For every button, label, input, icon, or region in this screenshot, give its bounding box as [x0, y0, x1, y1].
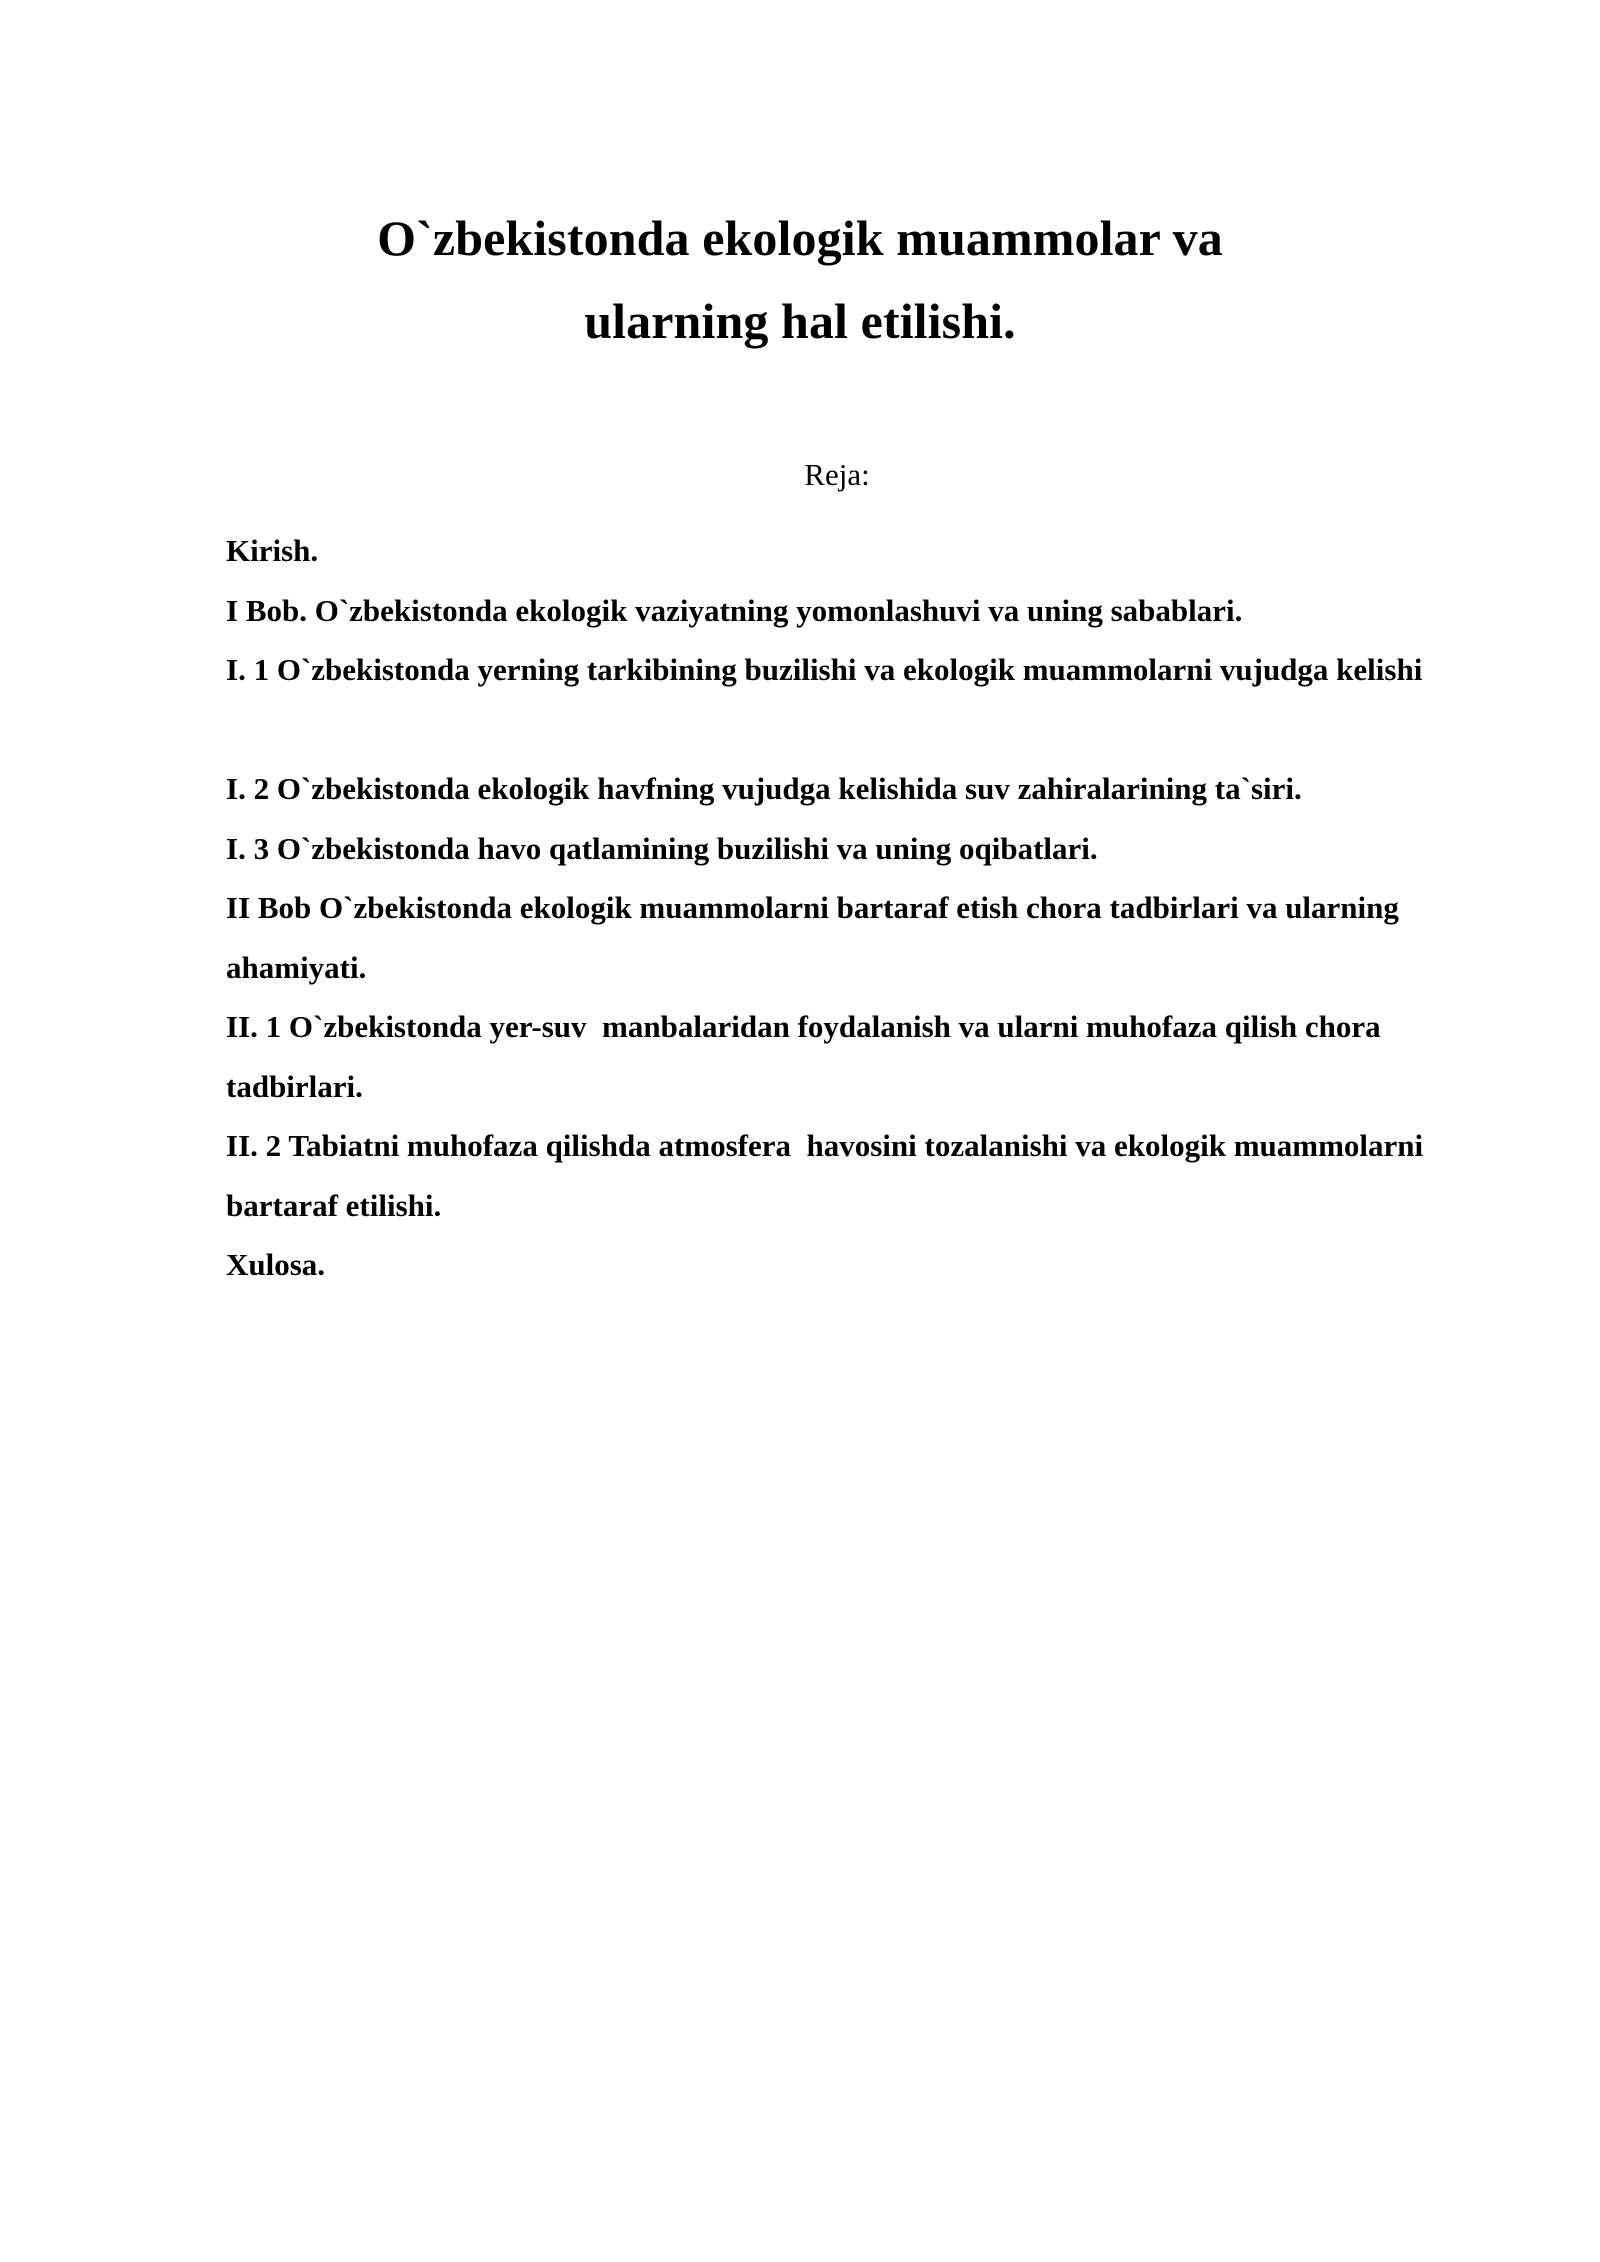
outline-spacer — [226, 700, 1451, 760]
plan-heading: Reja: — [804, 457, 870, 492]
outline-item-1-2: I. 2 O`zbekistonda ekologik havfning vujudga kelishida suv zahiralarining ta`siri. — [226, 771, 1302, 806]
title-line-1: O`zbekistonda ekologik muammolar va — [377, 209, 1223, 266]
outline-item-1-1: I. 1 O`zbekistonda yerning tarkibining buzilishi va ekologik muammolarni vujudga kelishi — [226, 652, 1423, 687]
title-line-2: ularning hal etilishi. — [584, 292, 1016, 349]
outline-list — [226, 521, 1451, 1295]
outline-item-kirish: Kirish. — [226, 533, 319, 568]
outline-item-2-2: II. 2 Tabiatni muhofaza qilishda atmosfera havosini tozalanishi va ekologik muammolarni bartaraf etilishi. — [226, 1128, 1431, 1223]
outline-item-bob-2: II Bob O`zbekistonda ekologik muammolarni bartaraf etish chora tadbirlari va ularning ahamiyati. — [226, 890, 1407, 985]
outline-item-bob-1: I Bob. O`zbekistonda ekologik vaziyatning yomonlashuvi va uning sabablari. — [226, 592, 1243, 628]
outline-item-xulosa: Xulosa. — [226, 1247, 326, 1282]
outline-item-2-1: II. 1 O`zbekistonda yer-suv manbalaridan foydalanish va ularni muhofaza qilish chora tadbirlari. — [226, 1009, 1389, 1104]
page-title — [0, 197, 1600, 363]
outline-item-1-3: I. 3 O`zbekistonda havo qatlamining buzilishi va uning oqibatlari. — [226, 830, 1098, 866]
